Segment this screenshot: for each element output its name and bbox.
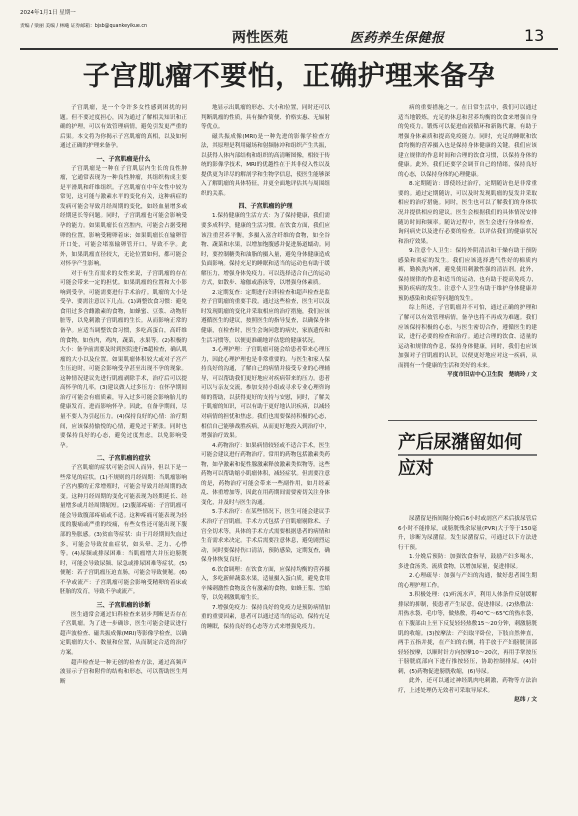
paragraph: 9.注意个人卫生：保持外阴清洁和干燥有助于预防感染和炎症的发生。我们应该选择透气性好的棉质内裤，勤换洗内裤，避免使用刺激性强的清洁剂。此外，保持规律的作息和适当的运动，也有助于提高免疫力，预防疾病的发生。注意个人卫生有助于维护身体健康并预防感染和炎症等问题的发生。 — [398, 248, 537, 302]
paragraph: 6.饮食调理：在饮食方面，应保持均衡的营养摄入，多吃新鲜蔬菜水果，适量摄入蛋白质，避免食用辛辣刺激性食物及含有激素的食物，如蜂王浆、雪蛤等，以免刺激肌瘤生长。 — [201, 566, 330, 602]
sidebar-body — [398, 515, 537, 807]
author-byline: 赵纬 / 文 — [514, 697, 537, 704]
paragraph: 2.定期复查：定期进行妇科检查和超声检查是监控子宫肌瘤的重要手段。通过这些检查，医生可以及时发现肌瘤的变化并采取相应的治疗措施，我们应该遵循医生的建议，按照医生的指导复查，以确保身体健康，在检查时，医生会询问您的病史，家族遗传和生活习惯等，以便更准确地评估您的健康状况。 — [201, 289, 330, 344]
author-byline: 平度市旧店中心卫生院 楚晓玲 / 文 — [447, 372, 537, 379]
paragraph: 尿潴留是指间隔分娩后6小时或剖宫产术后拔尿管后6小时不能排尿，或膀胱残余尿量(PVR)大于等于150毫升，诊断为尿潴留。发生尿潴留后，可通过以下方法进行干预。 — [398, 516, 537, 551]
sidebar-divider — [388, 420, 537, 421]
sidebar-title-rule — [398, 454, 537, 456]
paragraph: 地显示出肌瘤的形态、大小和位置，同时还可以判断肌瘤的性质，具有操作简便、价格实惠、无辐射等优点。 — [201, 105, 330, 131]
paragraph: 医生通常会通过妇科检查来初步判断是否存在子宫肌瘤。为了进一步确诊，医生可能会建议进行超声波检查、磁共振成像(MRI)等影像学检查，以确定肌瘤的大小、数量和位置，从而制定合适的治疗方案。 — [60, 611, 187, 656]
paragraph: 对于有生育需求的女性来说，子宫肌瘤的存在可能会带来一定的担忧。如果肌瘤的位置和大小影响到受孕，可能需要进行手术治疗。肌瘤的大小是受孕、要需注意以下几点。(1)调整饮食习惯：避免食用过多含雌激素的食物，如蜂蜜、豆浆、动物肝脏等，以免刺激子宫肌瘤的生长。从而影响正常的备孕。应适当调整饮食习惯，多吃高蛋白，高纤维的食物，如鱼肉，鸡肉，蔬菜，水果等。(2)积极的大小：备孕前需要及时到医院进行B超检查，确认肌瘤的大小以及位置。如果肌瘤体积较大或对子宫产生压迫时，可能会影响受孕甚至出现不孕的现象。这种情况建议先进行肌瘤剥除手术，治疗后可以提高怀孕的几率。(3)建议做人过多压力：在怀孕期间治疗可能会有瘤质素，导入过多可能会影响胎儿的健康发育，进而影响怀孕。因此，在备孕期间，尽量不要人为引起压力。(4)保持良好的心情：治疗期间，应该保持愉悦的心情，避免过于紧张。同时也要保持良好的心态，避免过度焦虑，以免影响受孕。 — [60, 270, 187, 449]
paragraph: 病的重要措施之一。在日常生活中，我们可以通过适当地锻炼，充足的休息和营养均衡的饮食来增强自身的免疫力。锻炼可以促进血液循环和新陈代谢，有助于增强身体素质和提高免疫能力。同时，充足的睡眠和饮食均衡的营养摄入也是保持身体健康的关键。我们应该建立规律的作息时间和合理的饮食习惯，以保持身体的健康。此外，我们还要学会调节自己的情绪，保持良好的心态，以保持身体的心理健康。 — [398, 105, 537, 178]
paragraph: 子宫肌瘤的症状可能会因人而异，但以下是一些常见的症状。(1)不规则的月经周期：当肌瘤影响子宫内膜的正常增殖时，可能会导致月经周期的改变。这种月经周期的变化可能表现为经期延长、经量增多或月经周期缩短。(2)腹部疼痛：子宫肌瘤可能会导致腹部疼痛或不适。这种疼痛可能表现为轻度的腹痛或严重的绞痛，有些女性还可能出现下腹部的坠胀感。(3)贫血等症状：由于月经期间失血过多，可能会导致贫血症状，如头晕、乏力、心悸等。(4)尿频或排尿困难：当肌瘤增大并压迫膀胱时，可能会导致尿频、尿急或排尿困难等症状。(5)便秘：若子宫肌瘤压迫直肠，可能会导致便秘。(6)不孕或流产：子宫肌瘤可能会影响受精卵的着床或胚胎的发育，导致不孕或流产。 — [60, 465, 187, 596]
paragraph: 此外，还可以通过神经肌肉电刺激，药物等方法治疗，上述处理仍无效者可采取导尿术。 — [398, 678, 537, 694]
section-name: 两性医苑 — [232, 30, 288, 46]
paragraph: 1.保持健康的生活方式：为了保持健康，我们需要多成科学，健康的生活习惯。在饮食方面，我们应该注重营养平衡，多摄入富含纤维的食物，如全谷物、蔬菜和水果，以增加饱腹感并促进肠道蠕动。同时，要控制糖类和油脂的摄入量，避免身体健康造成负面影响。保持充足的睡眠和适当的运动也有助于缓解压力，增强身体免疫力。可以选择适合自己的运动方式，如散步、瑜伽或游泳等，以增强身体素质。 — [201, 213, 330, 287]
article-column-3 — [398, 104, 537, 420]
paragraph: 2.心理疏导：加强与产妇的沟通，做好患者围生期的心理护理工作。 — [398, 573, 537, 589]
paragraph: 4.药物治疗：如果病情较轻或不适合手术，医生可能会建议进行药物治疗。常用的药物包括激素类药物，如孕激素和促性腺激素释放激素类似物等。这些药物可以帮助缩小肌瘤体积，减轻症状。但需要注意的是，药物治疗可能会带来一些副作用，如月经紊乱、体重增加等，因此在用药期间需要密切关注身体变化，并及时与医生沟通。 — [201, 442, 330, 506]
paragraph: 3.心理护理：子宫肌瘤可能会给患者带来心理压力，因此心理护理也是非常重要的。与医生和家人保持良好的沟通，了解自己的病情并接受专业的心理辅导，可以帮助我们更好地应对疾病带来的压力。患者可以与亲友交流，参加支持小组或寻求专业心理咨询师的帮助，以获得更好的支持与安慰，同时，了解关于肌瘤的知识，可以有助于更好地认识疾病，以减轻对病情的担忧和焦虑。我们也需要保持积极的心态，相信自己能够战胜疾病，从而更好地投入到治疗中，增强治疗效果。 — [201, 347, 330, 440]
paragraph: 超声检查是一种无创的检查方法，通过高频声波显示子宫和附件的结构和形态，可以帮助医生判断 — [60, 659, 187, 685]
page-number: 13 — [524, 26, 545, 45]
paragraph: 7.增强免疫力：保持良好的免疫力是预防病情加重的重要因素，患者可以通过适当的运动，保持充足的睡眠，保持良好的心态等方式来增强免疫力。 — [201, 604, 330, 630]
main-headline: 子宫肌瘤不要怕，正确护理来备孕 — [82, 61, 496, 92]
section-heading: 四、子宫肌瘤的护理 — [238, 203, 293, 211]
section-heading: 三、子宫肌瘤的诊断 — [96, 601, 151, 609]
article-column-2 — [201, 104, 330, 806]
paragraph: 子宫肌瘤，是一个令许多女性感到困扰的问题。但不要过度担心，因为通过了解相关知识和正确的护理，可以有效管理病情，避免引发更严重的后果。本文将为你揭示子宫肌瘤的真相，以及如何通过正确的护理来备孕。 — [60, 105, 187, 150]
editor-credits: 责编 / 梁丽 美编 / 林飚 证券邮箱：bjsb@quankeyikue.cn — [20, 24, 148, 29]
issue-date: 2024年1月1日 星期一 — [20, 10, 76, 16]
newspaper-logo: 医药养生保健报 — [350, 31, 445, 46]
paragraph: 磁共振成像(MRI)是一种先进的影像学检查方法，其原理是利用磁场和射频脉冲和组织产生共振，以获得人体内部结构和组织的高清晰图像，相较于传统的影像学技术，MRI的优越性在于其非侵入性以及提供更为详尽的解剖学和生物学信息，使医生能够深入了解肌瘤的具体特征，并更全面地评估其与周围组织的关系。 — [201, 133, 330, 197]
paragraph: 8.定期随访：即使经过治疗，定期随访也是非常重要的。通过定期随访，可以及时发现肌瘤的复发并采取相应的治疗措施。同时，医生也可以了解我们的身体状况并提供相应的建议。医生会根据我们的具体情况安排随访时间和频率。随访过程中，医生会进行身体检查，询问病史以及进行必要的检查。以评估我们的健康状况和治疗效果。 — [398, 181, 537, 245]
section-heading: 二、子宫肌瘤的症状 — [96, 455, 151, 463]
header-divider — [20, 48, 558, 50]
paragraph: 3.积极处理：(1)听流水声，利用人体条件反射缓解排尿的抑制，使患者产生尿意，促进排尿。(2)热敷法：用热水袋、毛巾等，做热敷，将40℃～65℃的热水袋，在下腹部由上至下反复轻轻热敷15～20分钟，刺激膀胱肌的收缩。(3)按摩法：产妇取平卧位，下肢自然伸直，两手五指并拢，在产妇的右侧，将手放于产妇膀胱顶部轻轻按摩，以顺时针方向按摩10～20次，再用手掌按压于膀胱底部向下进行推按轻压，协助控制排尿。(4)针刺，(5)药物促进膀胱收缩，(6)导尿。 — [398, 592, 537, 675]
sidebar-headline: 产后尿潴留如何应对 — [398, 432, 522, 479]
section-heading: 一、子宫肌瘤是什么 — [96, 155, 151, 163]
paragraph: 子宫肌瘤是一种在子宫肌层内生长的良性肿瘤，它通常表现为一种良性肿瘤，其组织构成主要是平滑肌和纤维组织。子宫肌瘤在中年女性中较为常见，这可能与激素水平的变化有关，这种病症的发病可能会导致月经周期的变化，如经血量增多或经期延长等问题。同时，子宫肌瘤也可能会影响受孕的能力。如果肌瘤长在宫腔内，可能会占据受精卵的位置，影响受精卵着床；如果肌瘤长在输卵管开口处，可能会堵塞输卵管开口，导致不孕。此外，如果肌瘤直径较大，无论位置如何，都可能会对怀孕产生影响。 — [60, 165, 187, 268]
paragraph: 5.手术治疗：在某些情况下，医生可能会建议手术治疗子宫肌瘤。手术方式包括子宫肌瘤剔除术、子宫全切术等，具体的手术方式需要根据患者的病情和生育需求来决定。手术后需要注意休息，避免剧烈运动，同时要保持伤口清洁，预防感染，定期复查，确保身体恢复良好。 — [201, 509, 330, 564]
paragraph: 1.分娩后预防：加强饮食指导，鼓励产妇多喝水，多进食汤类、流质食物，以增加尿量，促进排尿。 — [398, 554, 537, 570]
paragraph: 综上所述，子宫肌瘤并不可怕，通过正确的护理和了解可以有效管理病情，备孕也将不再成为难题。我们应该保持积极的心态，与医生密切合作，遵循医生的建议，进行必要的检查和治疗。通过合理的饮食、适量的运动和规律的作息，保持身体健康，同时，我们也应该加强对子宫肌瘤的认识，以便更好地应对这一疾病，从而拥有一个健康的生活和美好的未来。 — [398, 305, 537, 369]
article-column-1 — [60, 104, 187, 806]
